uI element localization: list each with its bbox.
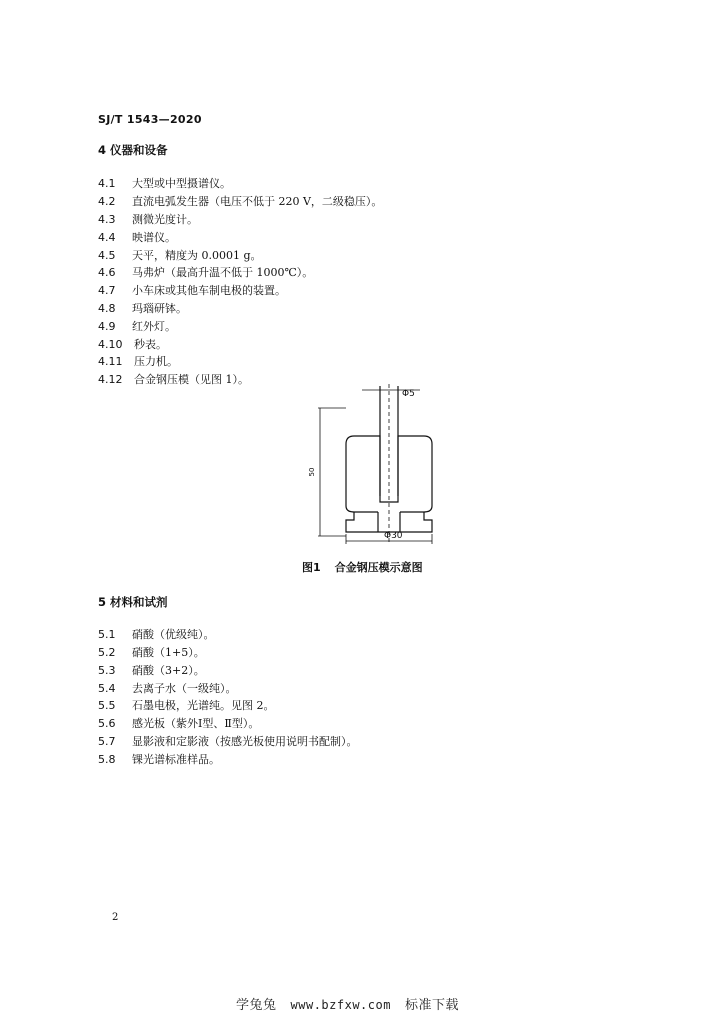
figure-1-caption: 图1 合金钢压模示意图 [302,561,423,574]
list-item: 4.3 测微光度计。 [98,213,198,226]
dim-label-phi5: Φ5 [402,389,415,399]
list-item: 5.8 锞光谱标准样品。 [98,753,220,766]
list-item: 4.8 玛瑙研钵。 [98,302,187,315]
list-item: 5.3 硝酸（3+2）。 [98,664,205,677]
dim-label-height: 50 [308,467,316,477]
right-block [398,436,432,512]
list-item: 5.2 硝酸（1+5）。 [98,646,205,659]
list-item: 4.4 映谱仪。 [98,231,176,244]
dim-label-phi30: Φ30 [384,531,403,541]
standard-id-header: SJ/T 1543—2020 [98,113,202,126]
list-item: 4.9 红外灯。 [98,320,176,333]
download-watermark: 学兔兔 www.bzfxw.com 标准下载 [236,998,459,1013]
list-item: 4.6 马弗炉（最高升温不低于 1000℃）。 [98,266,314,279]
list-item: 4.2 直流电弧发生器（电压不低于 220 V，二级稳压）。 [98,195,383,208]
list-item: 5.6 感光板（紫外Ⅰ型、Ⅱ型）。 [98,717,260,730]
figure-1-die-diagram [300,384,440,549]
list-item: 5.4 去离子水（一级纯）。 [98,682,237,695]
list-item: 4.7 小车床或其他车制电极的装置。 [98,284,286,297]
page-number: 2 [112,912,119,923]
list-item: 4.1 大型或中型摄谱仪。 [98,177,231,190]
list-item: 4.5 天平，精度为 0.0001 g。 [98,249,262,262]
left-block [346,436,380,512]
section-4-title: 4 仪器和设备 [98,143,168,157]
list-item: 4.10 秒表。 [98,338,167,351]
list-item: 5.5 石墨电极，光谱纯。见图 2。 [98,699,275,712]
list-item: 5.7 显影液和定影液（按感光板使用说明书配制）。 [98,735,358,748]
list-item: 4.12 合金钢压模（见图 1）。 [98,373,249,386]
base-plate [346,512,432,532]
section-5-title: 5 材料和试剂 [98,595,168,609]
list-item: 5.1 硝酸（优级纯）。 [98,628,215,641]
list-item: 4.11 压力机。 [98,355,178,368]
